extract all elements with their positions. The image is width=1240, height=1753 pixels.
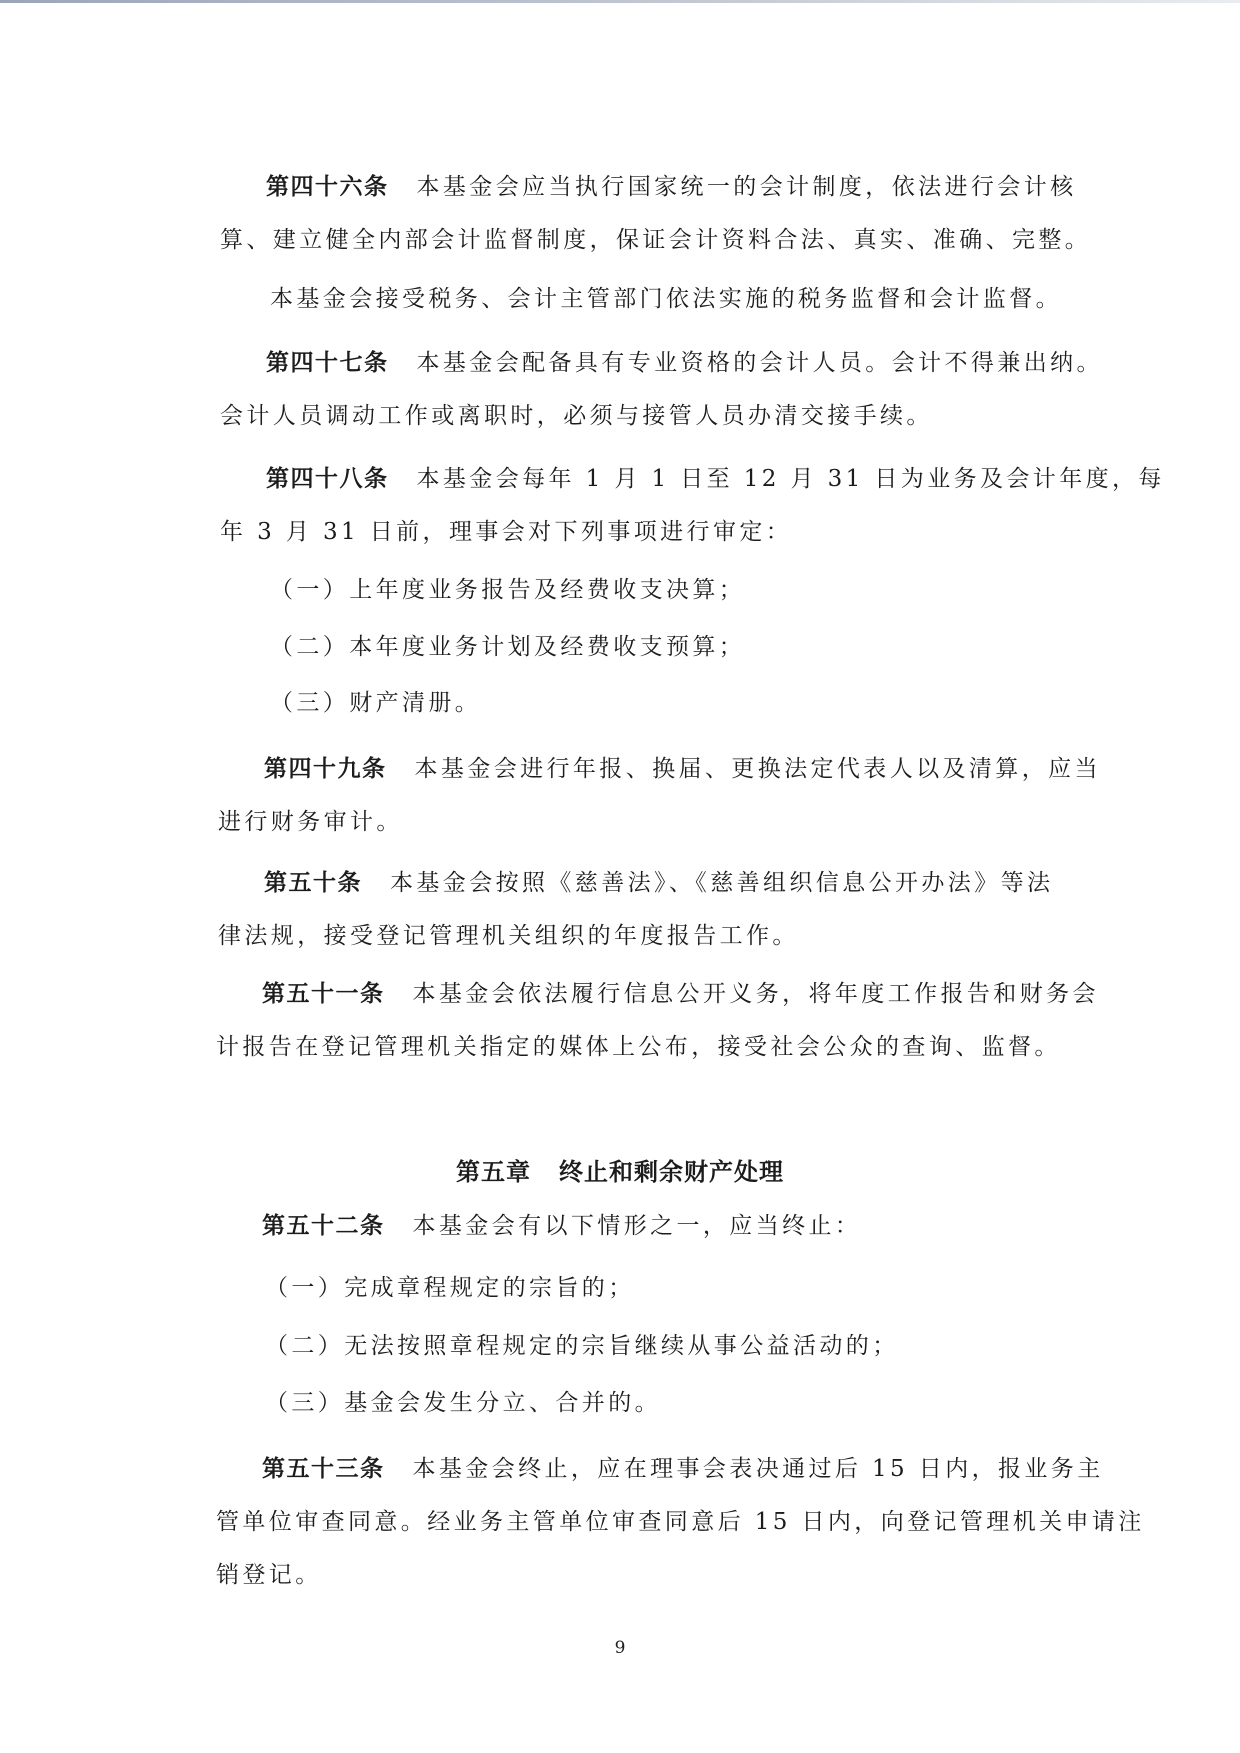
article-48-item-3: （三）财产清册。	[270, 690, 482, 716]
article-53-line-2: 管单位审查同意。经业务主管单位审查同意后 15 日内，向登记管理机关申请注	[216, 1509, 1145, 1535]
article-47-number: 第四十七条	[266, 350, 389, 376]
article-48	[220, 453, 1165, 559]
article-50-number: 第五十条	[264, 870, 362, 896]
article-50-line-1: 第五十条 本基金会按照《慈善法》、《慈善组织信息公开办法》等法	[264, 870, 1054, 896]
article-51-line-2: 计报告在登记管理机关指定的媒体上公布，接受社会公众的查询、监督。	[216, 1034, 1061, 1060]
article-46-number: 第四十六条	[266, 174, 389, 200]
article-47-line-1: 第四十七条 本基金会配备具有专业资格的会计人员。会计不得兼出纳。	[266, 350, 1103, 376]
article-52	[216, 1200, 861, 1253]
article-53-number: 第五十三条	[262, 1456, 385, 1482]
article-46	[220, 161, 1091, 267]
article-48-item-2: （二）本年度业务计划及经费收支预算；	[270, 634, 746, 660]
article-50-line-2: 律法规，接受登记管理机关组织的年度报告工作。	[218, 923, 799, 949]
article-48-line-2: 年 3 月 31 日前，理事会对下列事项进行审定：	[220, 519, 793, 545]
article-49-line-2: 进行财务审计。	[218, 809, 403, 835]
chapter-5-number: 第五章	[456, 1158, 531, 1186]
article-46-paragraph-2: 本基金会接受税务、会计主管部门依法实施的税务监督和会计监督。	[270, 286, 1062, 312]
article-49	[218, 743, 1101, 849]
chapter-5-heading	[0, 1152, 1240, 1187]
article-51-line-1: 第五十一条 本基金会依法履行信息公开义务，将年度工作报告和财务会	[262, 981, 1099, 1007]
article-52-item-1: （一）完成章程规定的宗旨的；	[265, 1275, 635, 1301]
article-52-item-2: （二）无法按照章程规定的宗旨继续从事公益活动的；	[265, 1333, 899, 1359]
article-52-line-1: 第五十二条 本基金会有以下情形之一，应当终止：	[262, 1213, 862, 1239]
article-52-item-3: （三）基金会发生分立、合并的。	[265, 1390, 661, 1416]
article-53	[216, 1443, 1145, 1602]
article-50	[218, 857, 1053, 963]
article-48-number: 第四十八条	[266, 466, 389, 492]
article-53-line-3: 销登记。	[216, 1562, 322, 1588]
chapter-5-title: 终止和剩余财产处理	[559, 1158, 784, 1186]
article-47	[220, 337, 1103, 443]
article-51	[216, 968, 1099, 1074]
article-46-line-1: 第四十六条 本基金会应当执行国家统一的会计制度，依法进行会计核	[266, 174, 1077, 200]
article-48-item-1: （一）上年度业务报告及经费收支决算；	[270, 577, 746, 603]
article-52-number: 第五十二条	[262, 1213, 385, 1239]
article-49-line-1: 第四十九条 本基金会进行年报、换届、更换法定代表人以及清算，应当	[264, 756, 1101, 782]
article-48-line-1: 第四十八条 本基金会每年 1 月 1 日至 12 月 31 日为业务及会计年度，每	[266, 466, 1165, 492]
article-46-line-2: 算、建立健全内部会计监督制度，保证会计资料合法、真实、准确、完整。	[220, 227, 1092, 253]
article-53-line-1: 第五十三条 本基金会终止，应在理事会表决通过后 15 日内，报业务主	[262, 1456, 1104, 1482]
article-51-number: 第五十一条	[262, 981, 385, 1007]
article-47-line-2: 会计人员调动工作或离职时，必须与接管人员办清交接手续。	[220, 403, 933, 429]
page-number: 9	[614, 1638, 626, 1658]
article-49-number: 第四十九条	[264, 756, 387, 782]
